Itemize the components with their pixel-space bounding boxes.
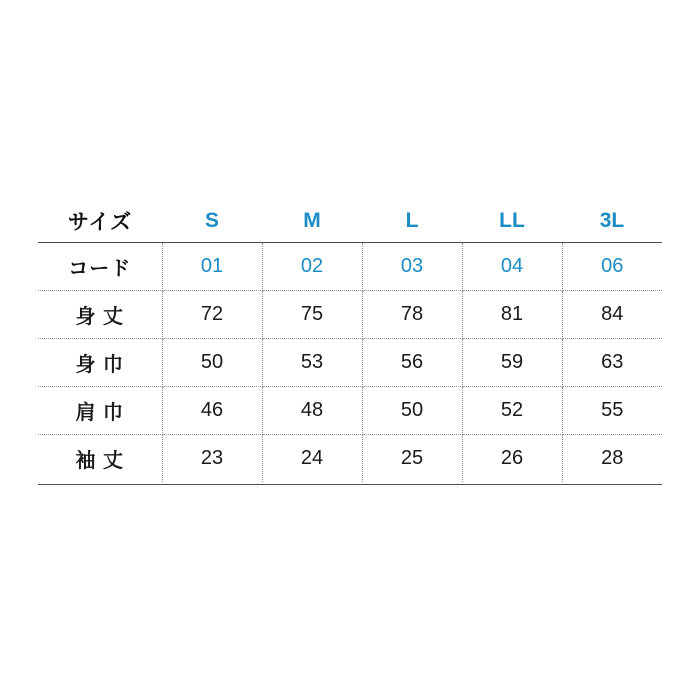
cell-body-length-ll: 81 (462, 291, 562, 339)
cell-sleeve-length-s: 23 (162, 435, 262, 483)
table-row (38, 387, 662, 435)
table-row (38, 435, 662, 483)
size-chart-table-container (38, 200, 662, 482)
table-bottom-rule (38, 484, 662, 485)
table-row (38, 291, 662, 339)
row-label-shoulder-width: 肩 巾 (38, 387, 162, 435)
cell-code-m: 02 (262, 243, 362, 291)
cell-code-l: 03 (362, 243, 462, 291)
cell-body-length-l: 78 (362, 291, 462, 339)
cell-sleeve-length-3l: 28 (601, 447, 624, 469)
size-column-header-s: S (162, 200, 262, 243)
cell-code-ll: 04 (462, 243, 562, 291)
size-chart-table (38, 200, 662, 482)
cell-body-width-ll: 59 (462, 339, 562, 387)
header-label: サイズ (38, 200, 162, 243)
cell-body-length-m: 75 (262, 291, 362, 339)
cell-body-width-3l: 63 (562, 339, 662, 387)
row-label-sleeve-length: 袖 丈 (38, 435, 162, 483)
cell-code-s: 01 (162, 243, 262, 291)
cell-body-length-s: 72 (162, 291, 262, 339)
cell-body-width-l: 56 (362, 339, 462, 387)
table-header-row (38, 200, 662, 243)
cell-body-width-s: 50 (162, 339, 262, 387)
cell-sleeve-length-l: 25 (362, 435, 462, 483)
size-column-header-ll: LL (462, 200, 562, 243)
cell-body-length-3l: 84 (562, 291, 662, 339)
row-label-code: コード (38, 243, 162, 291)
cell-sleeve-length-m: 24 (262, 435, 362, 483)
row-label-body-width: 身 巾 (38, 339, 162, 387)
table-row (38, 339, 662, 387)
cell-shoulder-width-3l: 55 (562, 387, 662, 435)
table-row (38, 243, 662, 291)
row-label-body-length: 身 丈 (38, 291, 162, 339)
size-column-header-m: M (262, 200, 362, 243)
cell-shoulder-width-s: 46 (162, 387, 262, 435)
cell-code-3l: 06 (562, 243, 662, 291)
size-column-header-3l: 3L (562, 200, 662, 243)
cell-shoulder-width-l: 50 (362, 387, 462, 435)
cell-body-width-m: 53 (262, 339, 362, 387)
size-column-header-l: L (362, 200, 462, 243)
cell-shoulder-width-m: 48 (262, 387, 362, 435)
cell-sleeve-length-ll: 26 (462, 435, 562, 483)
cell-shoulder-width-ll: 52 (462, 387, 562, 435)
